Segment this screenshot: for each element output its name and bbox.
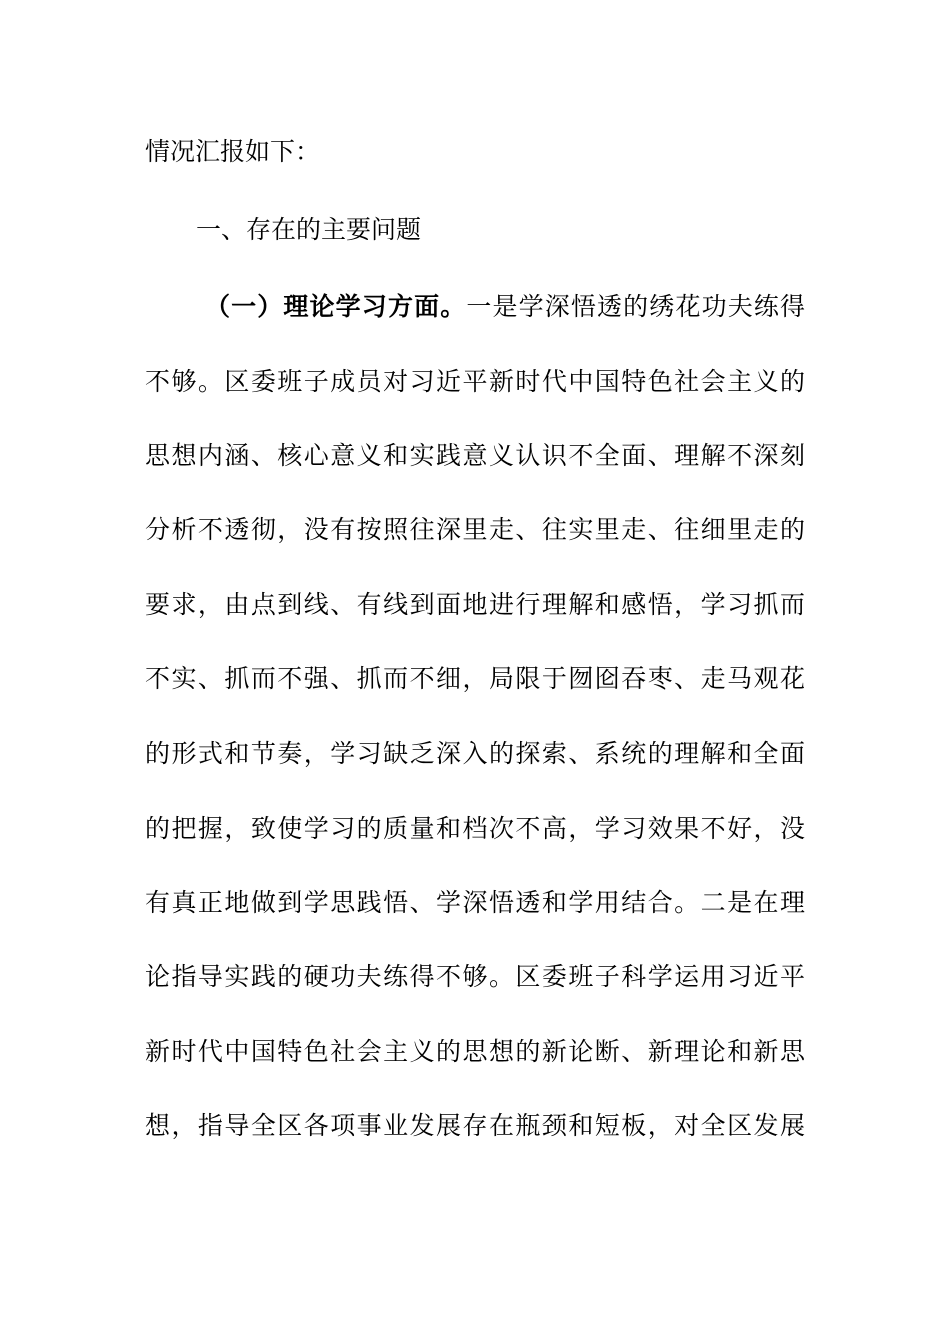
paragraph-line: 不实、抓而不强、抓而不细，局限于囫囵吞枣、走马观花 [145,664,805,693]
paragraph-line: 思想内涵、核心意义和实践意义认识不全面、理解不深刻 [145,441,805,470]
intro-line: 情况汇报如下： [145,137,321,166]
paragraph-first-line-text: 一是学深悟透的绣花功夫练得 [466,292,805,321]
paragraph-bold-lead: （一）理论学习方面。 [205,292,467,321]
paragraph-line: 有真正地做到学思践悟、学深悟透和学用结合。二是在理 [145,888,805,917]
paragraph-line: 新时代中国特色社会主义的思想的新论断、新理论和新思 [145,1037,805,1066]
paragraph-line: 不够。区委班子成员对习近平新时代中国特色社会主义的 [145,367,805,396]
paragraph-first-line [205,289,805,325]
paragraph-line: 分析不透彻，没有按照往深里走、往实里走、往细里走的 [145,515,805,544]
paragraph-line: 论指导实践的硬功夫练得不够。区委班子科学运用习近平 [145,962,805,991]
paragraph-line: 的形式和节奏，学习缺乏深入的探索、系统的理解和全面 [145,739,805,768]
paragraph-line: 想，指导全区各项事业发展存在瓶颈和短板，对全区发展 [145,1111,805,1140]
paragraph-line: 的把握，致使学习的质量和档次不高，学习效果不好，没 [145,814,805,843]
section-heading: 一、存在的主要问题 [196,215,422,244]
paragraph-line: 要求，由点到线、有线到面地进行理解和感悟，学习抓而 [145,590,805,619]
